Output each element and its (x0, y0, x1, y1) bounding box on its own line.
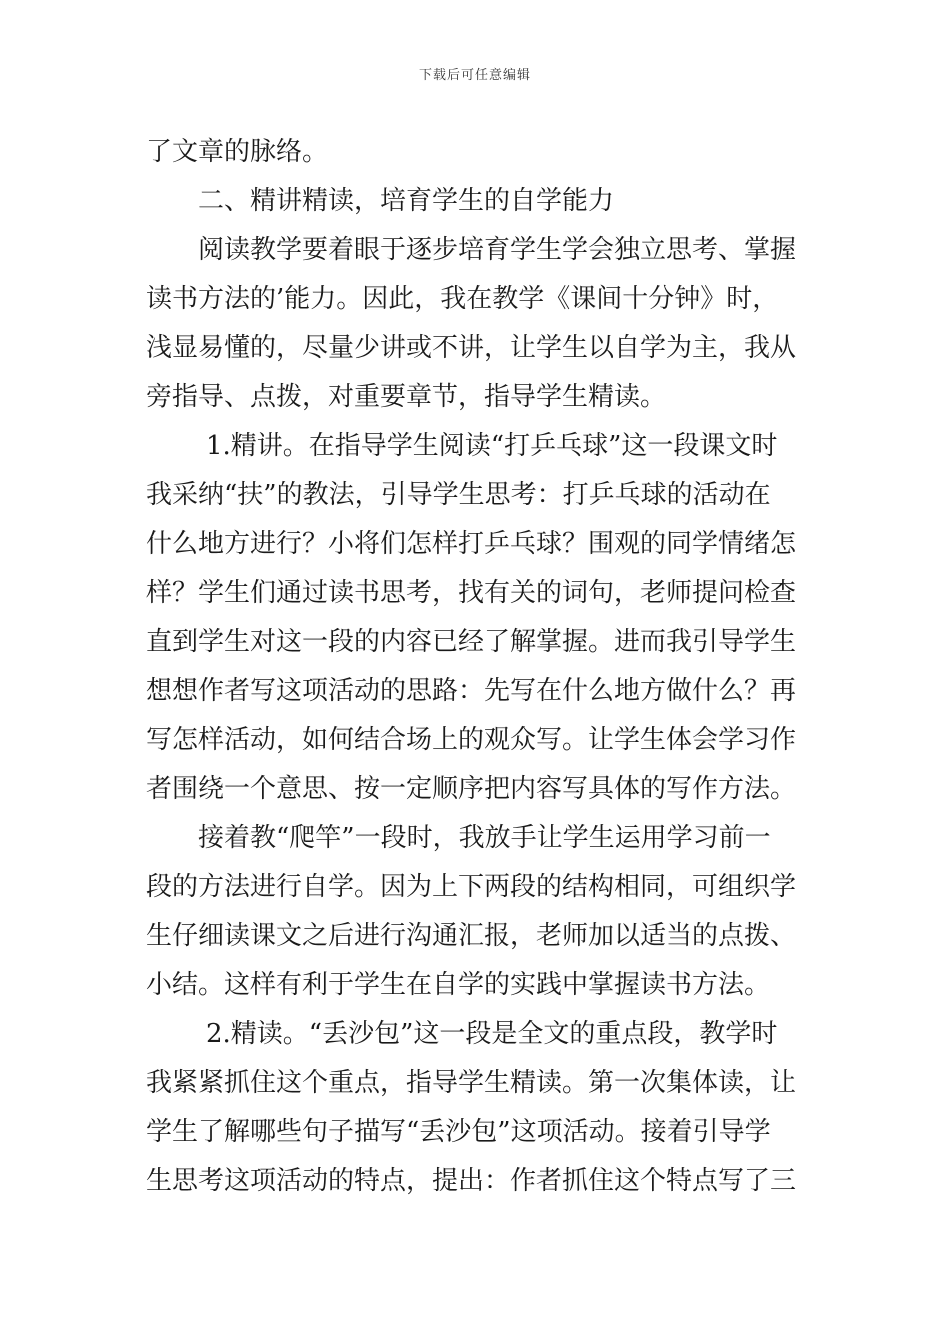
text-line: 学生了解哪些句子描写“丢沙包”这项活动。接着引导学 (146, 1117, 771, 1147)
text-line: 我紧紧抓住这个重点，指导学生精读。第一次集体读，让 (146, 1068, 797, 1098)
page-header: 下载后可任意编辑 (418, 68, 531, 83)
text-line: 了文章的脉络。 (146, 137, 329, 167)
document-body (146, 128, 816, 1206)
text-line: 1.精讲。在指导学生阅读“打乒乓球”这一段课文时 (206, 431, 778, 461)
text-line: 阅读教学要着眼于逐步培育学生学会独立思考、掌握 (198, 235, 797, 265)
text-line: 2.精读。“丢沙包”这一段是全文的重点段，教学时 (206, 1019, 778, 1049)
text-line: 想想作者写这项活动的思路：先写在什么地方做什么？再 (146, 676, 797, 706)
text-line: 样？学生们通过读书思考，找有关的词句，老师提问检查 (146, 578, 797, 608)
text-line: 段的方法进行自学。因为上下两段的结构相同，可组织学 (146, 872, 797, 902)
section-heading: 二、精讲精读，培育学生的自学能力 (198, 186, 615, 216)
text-line: 接着教“爬竿”一段时，我放手让学生运用学习前一 (198, 823, 771, 853)
text-line: 生仔细读课文之后进行沟通汇报，老师加以适当的点拨、 (146, 921, 797, 951)
text-line: 小结。这样有利于学生在自学的实践中掌握读书方法。 (146, 970, 771, 1000)
text-line: 什么地方进行？小将们怎样打乒乓球？围观的同学情绪怎 (146, 529, 797, 559)
text-line: 写怎样活动，如何结合场上的观众写。让学生体会学习作 (146, 725, 797, 755)
text-line: 浅显易懂的，尽量少讲或不讲，让学生以自学为主，我从 (146, 333, 797, 363)
text-line: 生思考这项活动的特点，提出：作者抓住这个特点写了三 (146, 1166, 797, 1196)
text-line: 直到学生对这一段的内容已经了解掌握。进而我引导学生 (146, 627, 797, 657)
text-line: 者围绕一个意思、按一定顺序把内容写具体的写作方法。 (146, 774, 797, 804)
text-line: 读书方法的’能力。因此，我在教学《课间十分钟》时， (146, 284, 779, 314)
text-line: 我采纳“扶”的教法，引导学生思考：打乒乓球的活动在 (146, 480, 771, 510)
text-line: 旁指导、点拨，对重要章节，指导学生精读。 (146, 382, 667, 412)
